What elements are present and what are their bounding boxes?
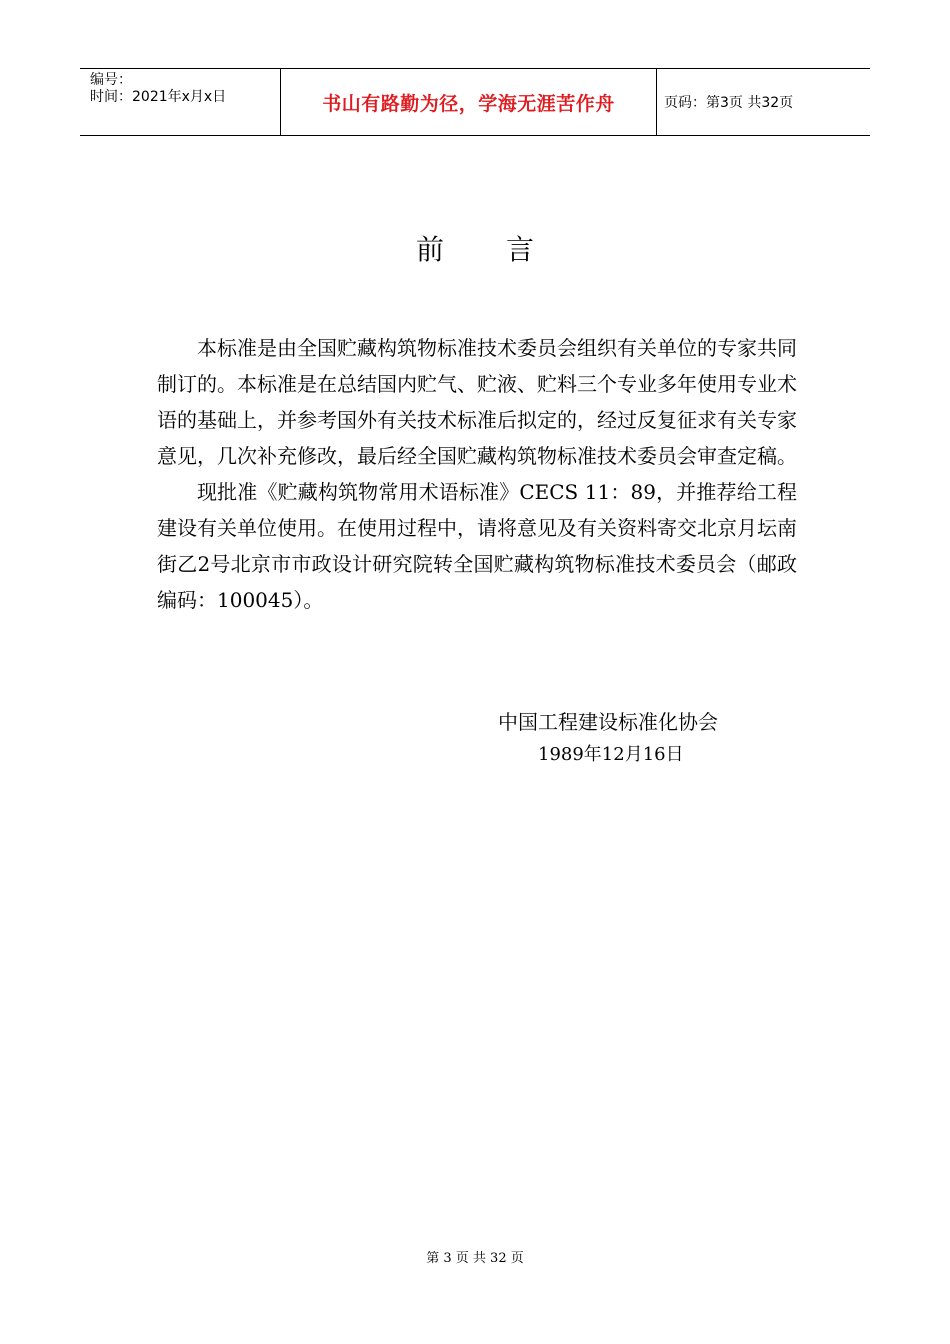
paragraph-2: 现批准《贮藏构筑物常用术语标准》CECS 11：89，并推荐给工程建设有关单位使用。在使用过程中，请将意见及有关资料寄交北京月坛南街乙2号北京市市政设计研究院转全国贮藏构筑物标准技术委员会（邮政编码：100045）。: [157, 480, 797, 612]
document-number-label: 编号：: [90, 72, 132, 88]
document-time: 时间：2021年x月x日: [90, 89, 227, 105]
page-title: 前言: [415, 233, 596, 266]
header-meta: [80, 69, 281, 135]
header-page-info: 页码：第3页 共32页: [664, 95, 794, 111]
page-header: [80, 68, 870, 136]
signature-date: 1989年12月16日: [538, 744, 684, 765]
header-motto: 书山有路勤为径，学海无涯苦作舟: [281, 69, 657, 135]
signature-organization: 中国工程建设标准化协会: [498, 710, 718, 734]
page-footer: 第 3 页 共 32 页: [426, 1251, 524, 1266]
preface-body: [157, 330, 797, 618]
paragraph-1: 本标准是由全国贮藏构筑物标准技术委员会组织有关单位的专家共同制订的。本标准是在总结国内贮气、贮液、贮料三个专业多年使用专业术语的基础上，并参考国外有关技术标准后拟定的，经过反复征求有关专家意见，几次补充修改，最后经全国贮藏构筑物标准技术委员会审查定稿。: [157, 336, 797, 468]
